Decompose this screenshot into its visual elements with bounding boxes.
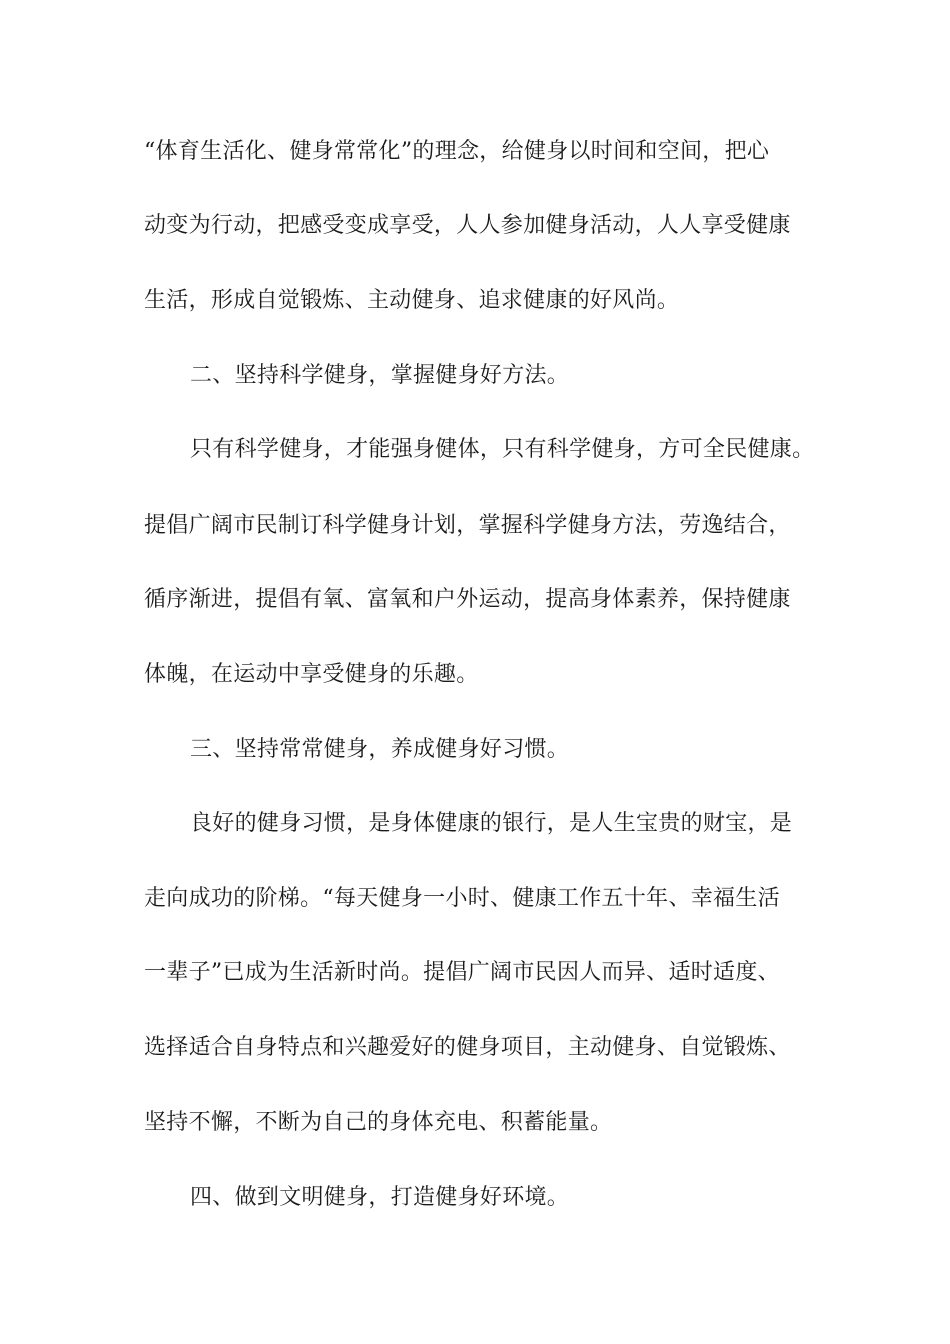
text-line: 生活，形成自觉锻炼、主动健身、追求健康的好风尚。	[144, 288, 680, 313]
text-line: “体育生活化、健身常常化”的理念，给健身以时间和空间，把心	[144, 139, 770, 164]
text-line: 坚持不懈，不断为自己的身体充电、积蓄能量。	[144, 1110, 613, 1135]
text-line: 体魄，在运动中享受健身的乐趣。	[144, 662, 479, 687]
text-line: 走向成功的阶梯。“每天健身一小时、健康工作五十年、幸福生活	[144, 886, 780, 911]
section-heading: 四、做到文明健身，打造健身好环境。	[190, 1185, 570, 1210]
text-line: 动变为行动，把感受变成享受，人人参加健身活动，人人享受健康	[144, 213, 791, 238]
text-line: 循序渐进，提倡有氧、富氧和户外运动，提高身体素养，保持健康	[144, 587, 791, 612]
text-line: 提倡广阔市民制订科学健身计划，掌握科学健身方法，劳逸结合，	[144, 513, 791, 538]
section-heading: 三、坚持常常健身，养成健身好习惯。	[190, 737, 570, 762]
section-heading: 二、坚持科学健身，掌握健身好方法。	[190, 363, 570, 388]
text-line: 一辈子”已成为生活新时尚。提倡广阔市民因人而异、适时适度、	[144, 960, 780, 985]
text-line: 良好的健身习惯，是身体健康的银行，是人生宝贵的财宝，是	[190, 811, 793, 836]
text-line: 选择适合自身特点和兴趣爱好的健身项目，主动健身、自觉锻炼、	[144, 1035, 791, 1060]
text-line: 只有科学健身，才能强身健体，只有科学健身，方可全民健康。	[190, 437, 815, 462]
